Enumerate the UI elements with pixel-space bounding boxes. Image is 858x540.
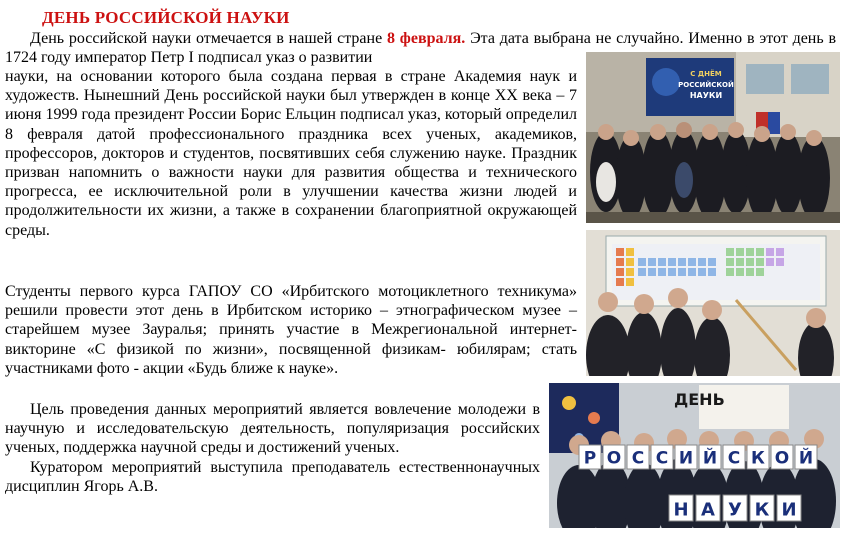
letter-card-char: С [631,448,645,469]
letter-card-char: И [678,448,694,469]
article-title: ДЕНЬ РОССИЙСКОЙ НАУКИ [42,8,290,27]
intro-text-a: День российской науки отмечается в нашей стране [30,30,387,47]
classroom-illustration [586,52,840,223]
paragraph-students [5,282,577,378]
letter-card-char: О [774,448,790,469]
letter-card-char: К [751,448,765,469]
history-text: науки, на основании которого была создана первая в стране Академия наук и художеств. Нынешний День российской науки был утвержден в конце XX века – 7 июня 1999 года президент России Борис Ельцин подписал указ, который определил 8 февраля датой профессионального праздника всех ученых, академиков, профессоров, докторов и студентов, посвятивших себя служению науке. Праздник призван напомнить о важности науки для развития общества и технического прогресса, ее исключительной роли в улучшении качества жизни людей и продолжительности их жизни, а также в сохранении благоприятной окружающей среды. [5,68,577,239]
letter-card-char: Й [798,448,814,469]
letter-card-char: С [655,448,669,469]
letter-card-char: А [701,499,715,521]
periodic-table-illustration [586,230,840,376]
curator-text: Куратором мероприятий выступила преподаватель естественнонаучных дисциплин Ягорь А.В. [5,458,540,495]
banner-word-day: ДЕНЬ [674,390,725,409]
letter-card-char: О [606,448,622,469]
letter-card-char: Й [702,448,718,469]
letter-card-char: С [727,448,741,469]
letter-card-char: К [754,499,770,521]
goals-text: Цель проведения данных мероприятий является вовлечение молодежи в научную и исследовательскую деятельность, популяризация российских ученых, поддержка научной среды и достижений ученых. [5,401,540,457]
letter-card-char: Н [673,499,689,521]
paragraph-history [5,67,577,240]
letter-card-char: У [728,499,742,521]
intro-text-b: Эта дата выбрана не случайно. Именно в этот день в 1724 году император Петр I подписал указ о развитии [5,30,837,67]
letter-cards-illustration [549,383,840,528]
photo-letter-cards [549,383,840,528]
paragraph-goals [5,400,540,496]
slide-text-2: РОССИЙСКОЙ [678,81,734,89]
letter-card-char: Р [583,448,597,469]
slide-text-3: НАУКИ [689,91,723,100]
highlighted-date: 8 февраля. [386,30,466,47]
photo-periodic-table [586,230,840,376]
photo-group-classroom [586,52,840,223]
students-text: Студенты первого курса ГАПОУ СО «Ирбитского мотоциклетного техникума» решили провести этот день в Ирбитском историко – этнографическом музее – старейшем музее Зауралья; принять участие в Межрегиональной интернет- викторине «С физикой по жизни», посвященной физикам- юбилярам; стать участниками фото - акции «Будь ближе к науке». [5,283,577,377]
slide-text-1: С ДНЁМ [690,70,722,78]
letter-card-char: И [781,499,797,521]
letter-cards-row-2 [669,495,801,521]
